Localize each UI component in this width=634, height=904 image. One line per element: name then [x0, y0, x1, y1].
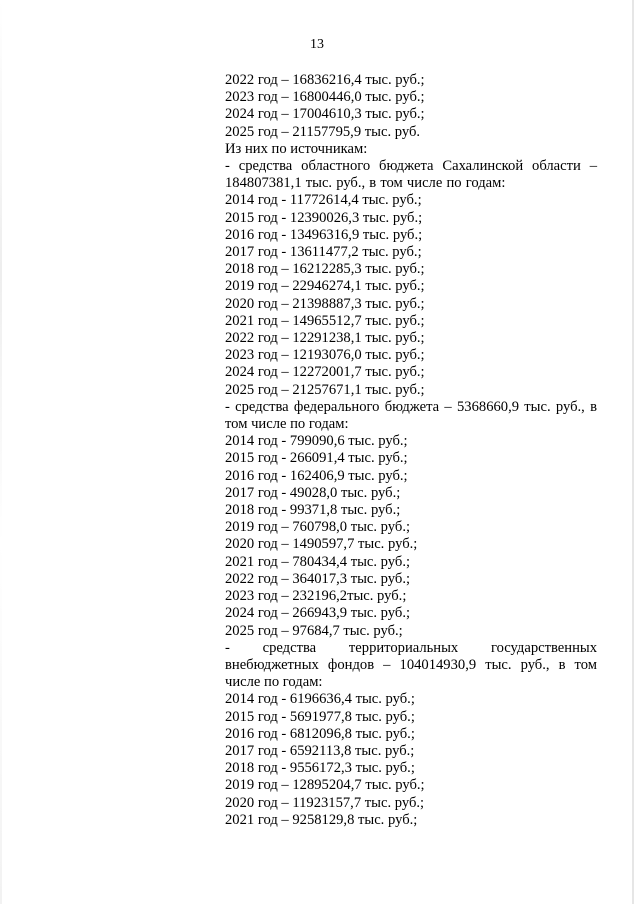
- federal-year-line: 2015 год - 266091,4 тыс. руб.;: [225, 450, 408, 467]
- territorial-funds-heading: - средства территориальных государственных внебюджетных фондов – 104014930,9 тыс. руб., в том числе по годам:: [225, 639, 597, 691]
- text-line: 2023 год – 16800446,0 тыс. руб.;: [225, 89, 425, 106]
- territorial-year-line: 2015 год - 5691977,8 тыс. руб.;: [225, 708, 415, 725]
- territorial-year-line: 2016 год - 6812096,8 тыс. руб.;: [225, 725, 415, 742]
- regional-year-line: 2022 год – 12291238,1 тыс. руб.;: [225, 330, 425, 347]
- federal-year-line: 2021 год – 780434,4 тыс. руб.;: [225, 553, 411, 570]
- scan-left-edge: [0, 0, 2, 904]
- territorial-year-line: 2014 год - 6196636,4 тыс. руб.;: [225, 691, 415, 708]
- regional-year-line: 2024 год – 12272001,7 тыс. руб.;: [225, 364, 425, 381]
- regional-budget-heading: - средства областного бюджета Сахалинской области – 184807381,1 тыс. руб., в том числе по годам:: [225, 158, 597, 192]
- regional-year-line: 2023 год – 12193076,0 тыс. руб.;: [225, 347, 425, 364]
- regional-year-line: 2021 год – 14965512,7 тыс. руб.;: [225, 312, 425, 329]
- text-line: 2024 год – 17004610,3 тыс. руб.;: [225, 106, 425, 123]
- federal-year-line: 2018 год - 99371,8 тыс. руб.;: [225, 502, 401, 519]
- federal-budget-heading: - средства федерального бюджета – 5368660,9 тыс. руб., в том числе по годам:: [225, 398, 597, 433]
- territorial-year-line: 2017 год - 6592113,8 тыс. руб.;: [225, 742, 415, 759]
- federal-year-line: 2023 год – 232196,2тыс. руб.;: [225, 588, 407, 605]
- territorial-year-line: 2019 год – 12895204,7 тыс. руб.;: [225, 777, 425, 794]
- federal-year-line: 2016 год - 162406,9 тыс. руб.;: [225, 467, 408, 484]
- federal-year-line: 2025 год – 97684,7 тыс. руб.;: [225, 622, 403, 639]
- text-line: 2022 год – 16836216,4 тыс. руб.;: [225, 72, 425, 88]
- document-body: [225, 72, 597, 829]
- federal-year-line: 2014 год - 799090,6 тыс. руб.;: [225, 433, 408, 450]
- regional-year-line: 2018 год – 16212285,3 тыс. руб.;: [225, 261, 425, 278]
- territorial-year-line: 2021 год – 9258129,8 тыс. руб.;: [225, 811, 418, 828]
- federal-year-line: 2017 год - 49028,0 тыс. руб.;: [225, 484, 401, 501]
- regional-year-line: 2015 год - 12390026,3 тыс. руб.;: [225, 209, 423, 226]
- text-line: 2025 год – 21157795,9 тыс. руб.: [225, 123, 421, 140]
- federal-year-line: 2024 год – 266943,9 тыс. руб.;: [225, 605, 411, 622]
- regional-year-line: 2017 год - 13611477,2 тыс. руб.;: [225, 244, 422, 261]
- territorial-year-line: 2020 год – 11923157,7 тыс. руб.;: [225, 794, 425, 811]
- regional-year-line: 2016 год - 13496316,9 тыс. руб.;: [225, 226, 423, 243]
- regional-year-line: 2019 год – 22946274,1 тыс. руб.;: [225, 278, 425, 295]
- regional-year-line: 2020 год – 21398887,3 тыс. руб.;: [225, 295, 425, 312]
- page-number: 13: [310, 37, 324, 52]
- federal-year-line: 2019 год – 760798,0 тыс. руб.;: [225, 519, 411, 536]
- territorial-year-line: 2018 год - 9556172,3 тыс. руб.;: [225, 760, 415, 777]
- sources-heading: Из них по источникам:: [225, 140, 368, 157]
- regional-year-line: 2014 год - 11772614,4 тыс. руб.;: [225, 192, 422, 209]
- regional-year-line: 2025 год – 21257671,1 тыс. руб.;: [225, 381, 425, 398]
- federal-year-line: 2020 год – 1490597,7 тыс. руб.;: [225, 536, 418, 553]
- federal-year-line: 2022 год – 364017,3 тыс. руб.;: [225, 570, 411, 587]
